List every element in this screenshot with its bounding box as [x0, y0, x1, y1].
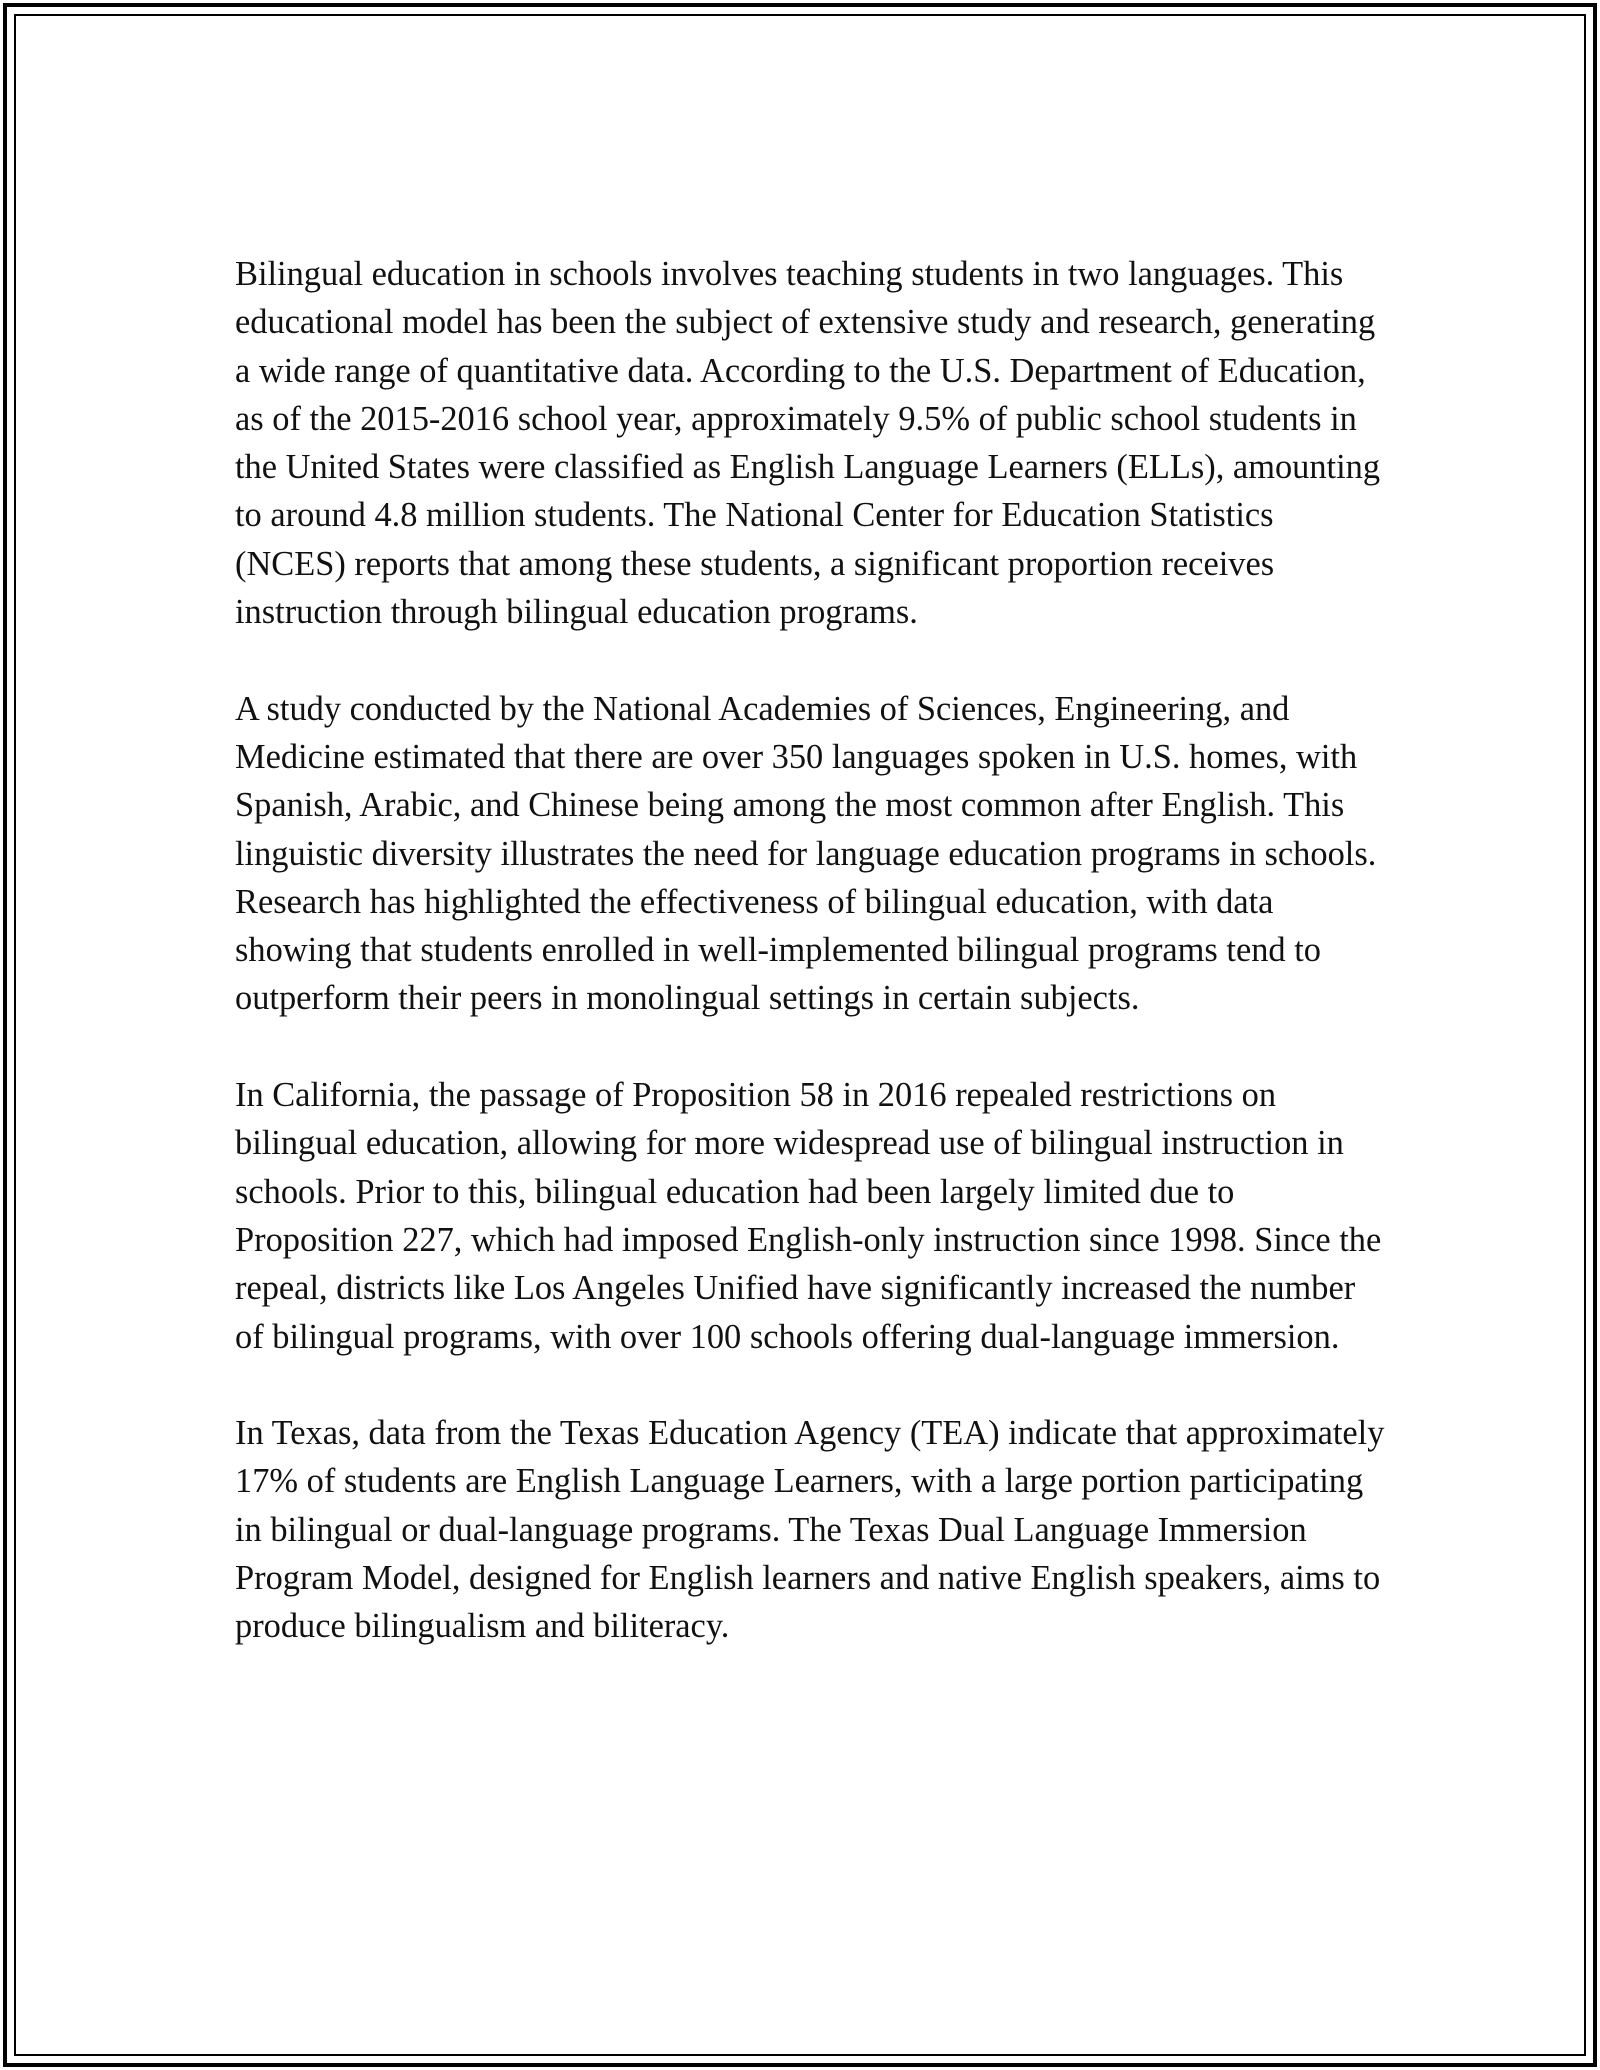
document-body [235, 250, 1385, 1699]
paragraph-national-academies-study: A study conducted by the National Academies of Sciences, Engineering, and Medicine estimated that there are over 350 languages spoken in U.S. homes, with Spanish, Arabic, and Chinese being among the most common after English. This linguistic diversity illustrates the need for language education programs in schools. Research has highlighted the effectiveness of bilingual education, with data showing that students enrolled in well-implemented bilingual programs tend to outperform their peers in monolingual settings in certain subjects. [235, 689, 1377, 1018]
paragraph-texas: In Texas, data from the Texas Education Agency (TEA) indicate that approximately 17% of students are English Language Learners, with a large portion participating in bilingual or dual-language programs. The Texas Dual Language Immersion Program Model, designed for English learners and native English speakers, aims to produce bilingualism and biliteracy. [235, 1414, 1385, 1646]
paragraph-california: In California, the passage of Proposition 58 in 2016 repealed restrictions on bilingual education, allowing for more widespread use of bilingual instruction in schools. Prior to this, bilingual education had been largely limited due to Proposition 227, which had imposed English-only instruction since 1998. Since the repeal, districts like Los Angeles Unified have significantly increased the number of bilingual programs, with over 100 schools offering dual-language immersion. [235, 1076, 1382, 1356]
paragraph-bilingual-overview: Bilingual education in schools involves teaching students in two languages. This educational model has been the subject of extensive study and research, generating a wide range of quantitative data. According to the U.S. Department of Education, as of the 2015-2016 school year, approximately 9.5% of public school students in the United States were classified as English Language Learners (ELLs), amounting to around 4.8 million students. The National Center for Education Statistics (NCES) reports that among these students, a significant proportion receives instruction through bilingual education programs. [235, 255, 1381, 632]
